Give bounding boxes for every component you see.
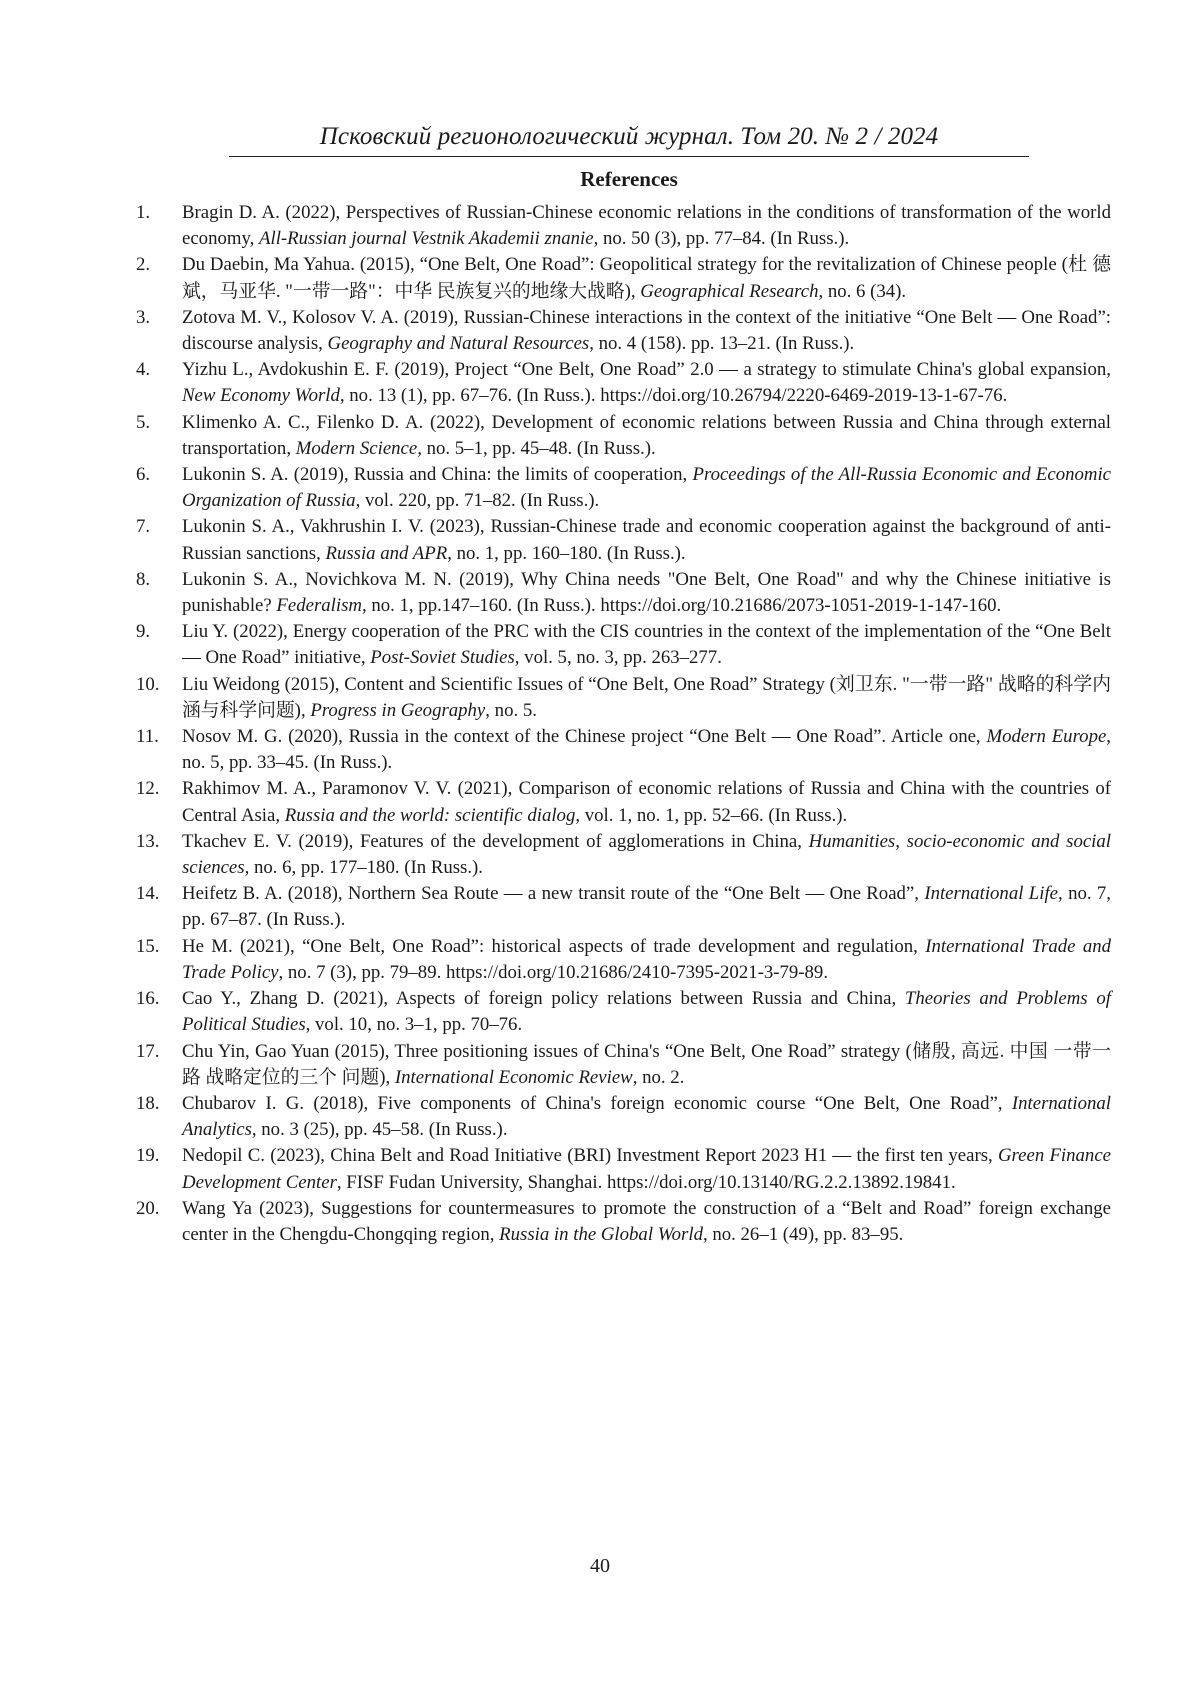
reference-source-title: Russia in the Global World — [499, 1223, 703, 1245]
reference-number: 6. — [136, 464, 151, 486]
reference-main-text: Lukonin S. A., Novichkova M. N. (2019), Why China needs "One Belt, One Road" and why the Chinese initiative is punishable? — [182, 568, 1111, 617]
reference-source-title: International Economic Review — [394, 1066, 633, 1088]
reference-main-text: Tkachev E. V. (2019), Features of the development of agglomerations in China, — [182, 830, 809, 852]
reference-main-text: Bragin D. A. (2022), Perspectives of Russian-Chinese economic relations in the conditions of transformation of the world economy, — [182, 202, 1111, 250]
running-head: Псковский регионологический журнал. Том 20. № 2 / 2024 — [319, 123, 939, 150]
reference-main-text: Zotova M. V., Kolosov V. A. (2019), Russian-Chinese interactions in the context of the initiative “One Belt — One Road”: discourse analysis, — [182, 306, 1111, 355]
reference-main-text: Nosov M. G. (2020), Russia in the context of the Chinese project “One Belt — One Road”. Article one, — [182, 726, 987, 748]
reference-source-title: Progress in Geography — [310, 699, 486, 721]
reference-details: , vol. 220, pp. 71–82. (In Russ.). — [355, 490, 600, 512]
reference-main-text: Lukonin S. A. (2019), Russia and China: the limits of cooperation, — [182, 464, 693, 486]
reference-main-text: Cao Y., Zhang D. (2021), Aspects of foreign policy relations between Russia and China, — [182, 988, 905, 1010]
reference-item — [136, 1196, 1111, 1248]
reference-details: , no. 6 (34). — [818, 280, 907, 302]
reference-main-text: Nedopil C. (2023), China Belt and Road Initiative (BRI) Investment Report 2023 H1 — the first ten years, — [182, 1145, 998, 1167]
reference-text — [182, 831, 1111, 878]
reference-source-title: New Economy World — [182, 385, 340, 407]
reference-source-title: Modern Science, — [295, 437, 422, 459]
reference-details: , vol. 1, no. 1, pp. 52–66. (In Russ.). — [575, 804, 848, 826]
reference-details: , no. 1, pp.147–160. (In Russ.). https://doi.org/10.21686/2073-1051-2019-1-147-160. — [361, 595, 1002, 617]
reference-number: 5. — [136, 411, 151, 433]
reference-details: , no. 50 (3), pp. 77–84. (In Russ.). — [593, 228, 850, 250]
reference-source-title: International Life — [924, 883, 1059, 905]
reference-item — [136, 567, 1111, 619]
reference-details: , no. 3 (25), pp. 45–58. (In Russ.). — [251, 1119, 508, 1141]
reference-main-text: Liu Weidong (2015), Content and Scientific Issues of “One Belt, One Road” Strategy (刘卫东. "一带一路" 战略的科学内涵与科学问题), — [182, 673, 1111, 721]
reference-text — [182, 883, 1111, 930]
reference-source-title: Russia and the world: scientific dialog — [284, 804, 576, 826]
reference-main-text: He M. (2021), “One Belt, One Road”: historical aspects of trade development and regulation, — [182, 935, 926, 957]
reference-number: 11. — [136, 726, 159, 748]
reference-item — [136, 1143, 1111, 1195]
reference-list — [136, 200, 1111, 1248]
reference-text — [182, 359, 1111, 406]
reference-main-text: Yizhu L., Avdokushin E. F. (2019), Project “One Belt, One Road” 2.0 — a strategy to stimulate China's global expansion, — [182, 359, 1111, 381]
reference-number: 20. — [136, 1197, 160, 1219]
reference-text — [182, 674, 1111, 721]
reference-source-title: Modern Europe — [986, 726, 1107, 748]
reference-main-text: Du Daebin, Ma Yahua. (2015), “One Belt, One Road”: Geopolitical strategy for the revitalization of Chinese people (杜 德斌，马亚华. "一带一路"：中华 民族复兴的地缘大战略), — [182, 254, 1111, 302]
reference-item — [136, 305, 1111, 357]
reference-details: , no. 5. — [485, 699, 537, 721]
reference-item — [136, 357, 1111, 409]
reference-item — [136, 200, 1111, 252]
reference-text — [182, 936, 1111, 983]
reference-source-title: Post-Soviet Studies — [370, 647, 515, 669]
reference-main-text: Klimenko A. C., Filenko D. A. (2022), Development of economic relations between Russia and China through external transportation, — [182, 411, 1111, 459]
reference-item — [136, 776, 1111, 828]
reference-text — [182, 1093, 1111, 1140]
reference-source-title: Green Finance Development Center — [182, 1145, 1111, 1193]
reference-text — [182, 412, 1111, 459]
reference-number: 17. — [136, 1040, 160, 1062]
reference-item — [136, 829, 1111, 881]
reference-details: , no. 4 (158). pp. 13–21. (In Russ.). — [589, 333, 855, 355]
reference-number: 18. — [136, 1092, 160, 1114]
reference-number: 7. — [136, 516, 151, 538]
reference-number: 9. — [136, 621, 151, 643]
reference-source-title: Humanities, socio-economic and social sciences — [182, 830, 1111, 879]
section-title: References — [580, 167, 678, 191]
reference-item — [136, 1091, 1111, 1143]
reference-text — [182, 516, 1111, 563]
reference-item — [136, 514, 1111, 566]
reference-item — [136, 986, 1111, 1038]
reference-text — [182, 1198, 1111, 1245]
reference-source-title: Geographical Research — [640, 280, 819, 302]
reference-number: 13. — [136, 830, 160, 852]
reference-details: , no. 13 (1), pp. 67–76. (In Russ.). https://doi.org/10.26794/2220-6469-2019-13-1-67-76. — [339, 385, 1008, 407]
reference-text — [182, 726, 1111, 773]
reference-number: 16. — [136, 988, 160, 1010]
reference-text — [182, 307, 1111, 354]
reference-number: 1. — [136, 202, 151, 223]
reference-source-title: Geography and Natural Resources — [327, 333, 590, 355]
reference-source-title: Federalism — [276, 595, 362, 617]
reference-source-title: Russia and APR — [325, 542, 448, 564]
reference-details: , no. 6, pp. 177–180. (In Russ.). — [244, 857, 483, 879]
reference-item — [136, 462, 1111, 514]
reference-details: , vol. 5, no. 3, pp. 263–277. — [514, 647, 722, 669]
reference-item — [136, 934, 1111, 986]
reference-main-text: Rakhimov M. A., Paramonov V. V. (2021), Comparison of economic relations of Russia and China with the countries of Central Asia, — [182, 778, 1111, 826]
reference-text — [182, 1041, 1111, 1088]
reference-item — [136, 672, 1111, 724]
reference-details: , no. 2. — [632, 1066, 685, 1088]
reference-text — [182, 569, 1111, 616]
reference-details: , no. 7, pp. 67–87. (In Russ.). — [182, 883, 1111, 931]
reference-details: no. 5–1, pp. 45–48. (In Russ.). — [421, 437, 656, 459]
reference-main-text: Heifetz B. A. (2018), Northern Sea Route — a new transit route of the “One Belt — One Road”, — [182, 883, 925, 905]
reference-main-text: Liu Y. (2022), Energy cooperation of the PRC with the CIS countries in the context of the implementation of the “One Belt — One Road” initiative, — [182, 621, 1111, 669]
reference-main-text: Chubarov I. G. (2018), Five components of China's foreign economic course “One Belt, One Road”, — [182, 1092, 1012, 1114]
reference-item — [136, 724, 1111, 776]
reference-details: , no. 1, pp. 160–180. (In Russ.). — [447, 542, 686, 564]
reference-text — [182, 1145, 1111, 1192]
reference-details: , no. 26–1 (49), pp. 83–95. — [702, 1223, 904, 1245]
reference-number: 2. — [136, 254, 151, 276]
reference-text — [182, 254, 1111, 301]
reference-item — [136, 252, 1111, 304]
reference-number: 14. — [136, 883, 160, 905]
reference-details: , vol. 10, no. 3–1, pp. 70–76. — [305, 1014, 523, 1036]
reference-item — [136, 1039, 1111, 1091]
reference-text — [182, 988, 1111, 1035]
reference-number: 3. — [136, 306, 151, 328]
reference-text — [182, 464, 1111, 511]
reference-number: 8. — [136, 568, 151, 590]
reference-item — [136, 619, 1111, 671]
reference-text — [182, 621, 1111, 668]
reference-details: , no. 7 (3), pp. 79–89. https://doi.org/10.21686/2410-7395-2021-3-79-89. — [278, 961, 829, 983]
reference-number: 10. — [136, 673, 160, 695]
reference-item — [136, 881, 1111, 933]
reference-source-title: All-Russian journal Vestnik Akademii znanie — [259, 228, 594, 250]
reference-main-text: Wang Ya (2023), Suggestions for countermeasures to promote the construction of a “Belt and Road” foreign exchange center in the Chengdu-Chongqing region, — [182, 1197, 1111, 1245]
reference-source-title: International Trade and Trade Policy — [182, 935, 1112, 983]
reference-number: 15. — [136, 935, 160, 957]
reference-details: , no. 5, pp. 33–45. (In Russ.). — [182, 726, 1111, 774]
reference-source-title: Theories and Problems of Political Studies — [182, 988, 1111, 1036]
reference-main-text: Lukonin S. A., Vakhrushin I. V. (2023), Russian-Chinese trade and economic cooperation against the background of anti-Russian sanctions, — [182, 516, 1111, 564]
page-number: 40 — [590, 1555, 610, 1577]
reference-source-title: Proceedings of the All-Russia Economic and Economic Organization of Russia — [182, 464, 1111, 512]
reference-text — [182, 778, 1111, 825]
reference-main-text: Chu Yin, Gao Yuan (2015), Three positioning issues of China's “One Belt, One Road” strategy (储殷, 高远. 中国 一带一路 战略定位的三个 问题), — [182, 1040, 1111, 1088]
reference-item — [136, 410, 1111, 462]
reference-text — [182, 202, 1111, 249]
reference-source-title: International Analytics — [182, 1092, 1111, 1141]
reference-number: 12. — [136, 778, 160, 800]
reference-number: 19. — [136, 1145, 160, 1167]
reference-details: , FISF Fudan University, Shanghai. https://doi.org/10.13140/RG.2.2.13892.19841. — [336, 1171, 956, 1193]
header-rule — [229, 156, 1029, 157]
reference-number: 4. — [136, 359, 151, 381]
